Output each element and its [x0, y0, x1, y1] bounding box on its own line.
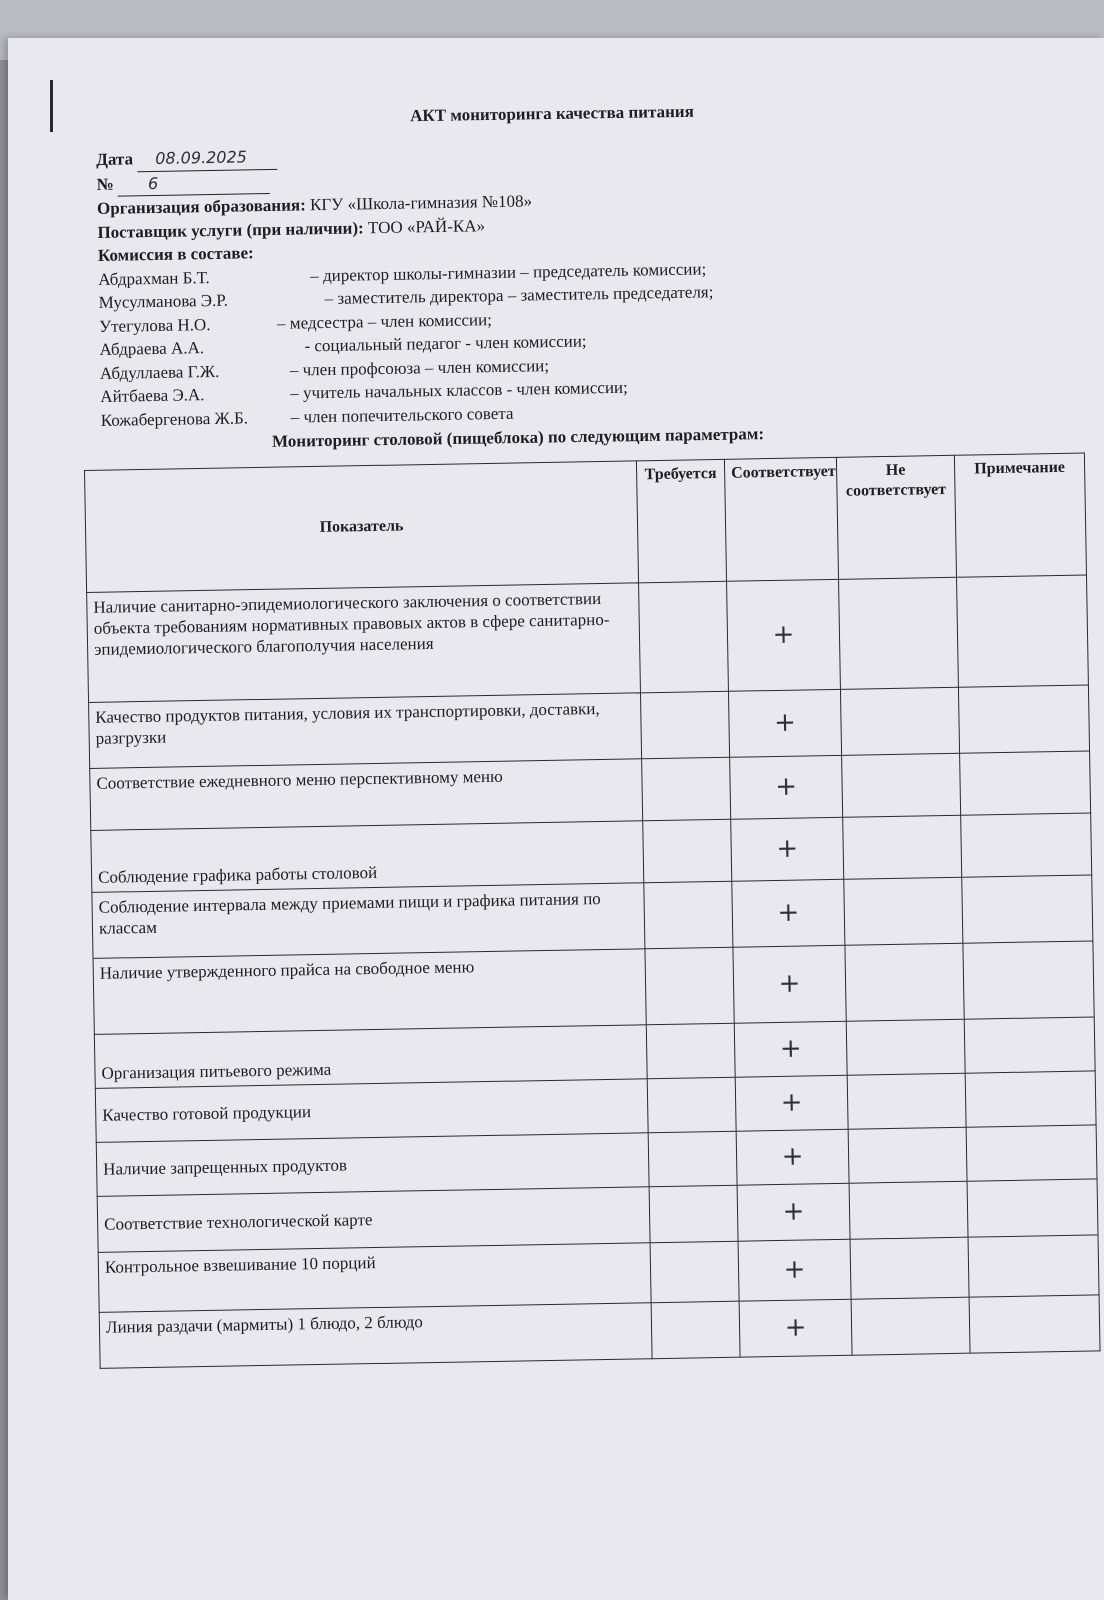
- indicator-cell: Соблюдение интервала между приемами пищи и графика питания по классам: [92, 883, 645, 959]
- required-cell: [651, 1301, 740, 1359]
- header-indicator: Показатель: [85, 461, 639, 593]
- header-required: Требуется: [636, 459, 726, 583]
- note-cell: [967, 1179, 1098, 1237]
- not-complies-cell: [847, 1073, 966, 1129]
- not-complies-cell: [840, 687, 959, 755]
- member-name: Абдраева А.А.: [99, 338, 205, 359]
- indicator-cell: Соответствие технологической карте: [97, 1187, 650, 1253]
- date-label: Дата: [96, 149, 134, 169]
- required-cell: [645, 947, 734, 1025]
- organization-label: Организация образования:: [96, 195, 306, 218]
- not-complies-cell: [839, 577, 959, 689]
- required-cell: [639, 581, 729, 693]
- required-cell: [647, 1077, 736, 1133]
- member-name: Кожабергенова Ж.Б.: [100, 407, 249, 430]
- complies-cell: +: [728, 689, 841, 757]
- table-header-row: [85, 453, 1087, 592]
- member-role: – член профсоюза – член комиссии;: [289, 355, 550, 380]
- required-cell: [646, 1023, 735, 1079]
- monitoring-table-wrap: [84, 453, 1100, 1369]
- complies-cell: +: [736, 1129, 849, 1185]
- member-name: Мусулманова Э.Р.: [98, 290, 229, 312]
- indicator-cell: Наличие утвержденного прайса на свободное меню: [93, 949, 646, 1035]
- complies-cell: +: [727, 579, 841, 691]
- header-note: Примечание: [954, 453, 1086, 577]
- required-cell: [643, 819, 732, 883]
- complies-cell: +: [738, 1239, 851, 1301]
- note-cell: [966, 1125, 1097, 1181]
- indicator-cell: Линия раздачи (мармиты) 1 блюдо, 2 блюдо: [99, 1303, 652, 1369]
- indicator-cell: Наличие санитарно-эпидемиологического заключения о соответствии объекта требованиям нормативных правовых актов в сфере санитарно-эпидемиологического благополучия населения: [87, 583, 641, 703]
- not-complies-cell: [848, 1127, 967, 1183]
- not-complies-cell: [842, 753, 961, 817]
- complies-cell: +: [730, 755, 843, 819]
- not-complies-cell: [845, 943, 964, 1021]
- header-not-complies: Не соответствует: [836, 455, 956, 579]
- member-name: Абдрахман Б.Т.: [98, 267, 210, 289]
- complies-cell: +: [734, 1021, 847, 1077]
- indicator-cell: Качество продуктов питания, условия их транспортировки, доставки, разгрузки: [89, 693, 642, 769]
- required-cell: [640, 691, 729, 759]
- monitoring-heading: Мониторинг столовой (пищеблока) по следующим параметрам:: [271, 424, 765, 451]
- note-cell: [965, 1071, 1096, 1127]
- supplier-value: ТОО «РАЙ-КА»: [367, 215, 486, 237]
- indicator-cell: Качество готовой продукции: [95, 1079, 648, 1143]
- note-cell: [963, 941, 1094, 1019]
- not-complies-cell: [851, 1297, 970, 1355]
- member-name: Утегулова Н.О.: [98, 314, 211, 336]
- complies-cell: +: [731, 817, 844, 881]
- member-name: Абдуллаева Г.Ж.: [99, 361, 220, 383]
- member-role: – директор школы-гимназии – председатель комиссии;: [310, 258, 707, 285]
- paper-stack-edge: [0, 60, 8, 1600]
- required-cell: [648, 1131, 737, 1187]
- required-cell: [642, 757, 731, 821]
- note-cell: [969, 1295, 1100, 1353]
- required-cell: [649, 1185, 738, 1243]
- required-cell: [644, 881, 733, 949]
- monitoring-table: [84, 453, 1101, 1369]
- note-cell: [960, 751, 1091, 815]
- document-title: АКТ мониторинга качества питания: [409, 101, 694, 126]
- organization-value: КГУ «Школа-гимназия №108»: [309, 191, 533, 215]
- commission-label: Комиссия в составе:: [97, 243, 254, 265]
- complies-cell: +: [733, 945, 846, 1023]
- note-cell: [964, 1017, 1095, 1073]
- complies-cell: +: [739, 1299, 852, 1357]
- member-role: – член попечительского совета: [290, 403, 514, 427]
- number-label: №: [96, 174, 114, 194]
- commission-list: [98, 254, 861, 432]
- member-role: – заместитель директора – заместитель председателя;: [324, 282, 714, 309]
- date-value: 08.09.2025: [137, 145, 277, 172]
- note-cell: [961, 813, 1092, 877]
- required-cell: [650, 1241, 739, 1303]
- complies-cell: +: [737, 1183, 850, 1241]
- not-complies-cell: [846, 1019, 965, 1075]
- indicator-cell: Организация питьевого режима: [94, 1025, 647, 1089]
- indicator-cell: Наличие запрещенных продуктов: [96, 1133, 649, 1197]
- number-value: 6: [118, 169, 270, 196]
- complies-cell: +: [732, 879, 845, 947]
- header-block: [96, 135, 861, 432]
- not-complies-cell: [849, 1181, 968, 1239]
- not-complies-cell: [843, 815, 962, 879]
- note-cell: [957, 575, 1089, 687]
- supplier-label: Поставщик услуги (при наличии):: [97, 217, 364, 242]
- indicator-cell: Соответствие ежедневного меню перспективному меню: [90, 759, 643, 831]
- indicator-cell: Соблюдение графика работы столовой: [91, 821, 644, 893]
- not-complies-cell: [844, 877, 963, 945]
- member-name: Айтбаева Э.А.: [100, 385, 205, 406]
- note-cell: [958, 685, 1089, 753]
- note-cell: [968, 1235, 1099, 1297]
- header-complies: Соответствует: [724, 457, 838, 581]
- table-row: [87, 575, 1089, 702]
- indicator-cell: Контрольное взвешивание 10 порций: [98, 1243, 651, 1313]
- note-cell: [962, 875, 1093, 943]
- member-role: - социальный педагог - член комиссии;: [304, 331, 587, 356]
- member-role: – учитель начальных классов - член комиссии;: [290, 377, 628, 403]
- complies-cell: +: [735, 1075, 848, 1131]
- not-complies-cell: [850, 1237, 969, 1299]
- member-role: – медсестра – член комиссии;: [276, 309, 493, 333]
